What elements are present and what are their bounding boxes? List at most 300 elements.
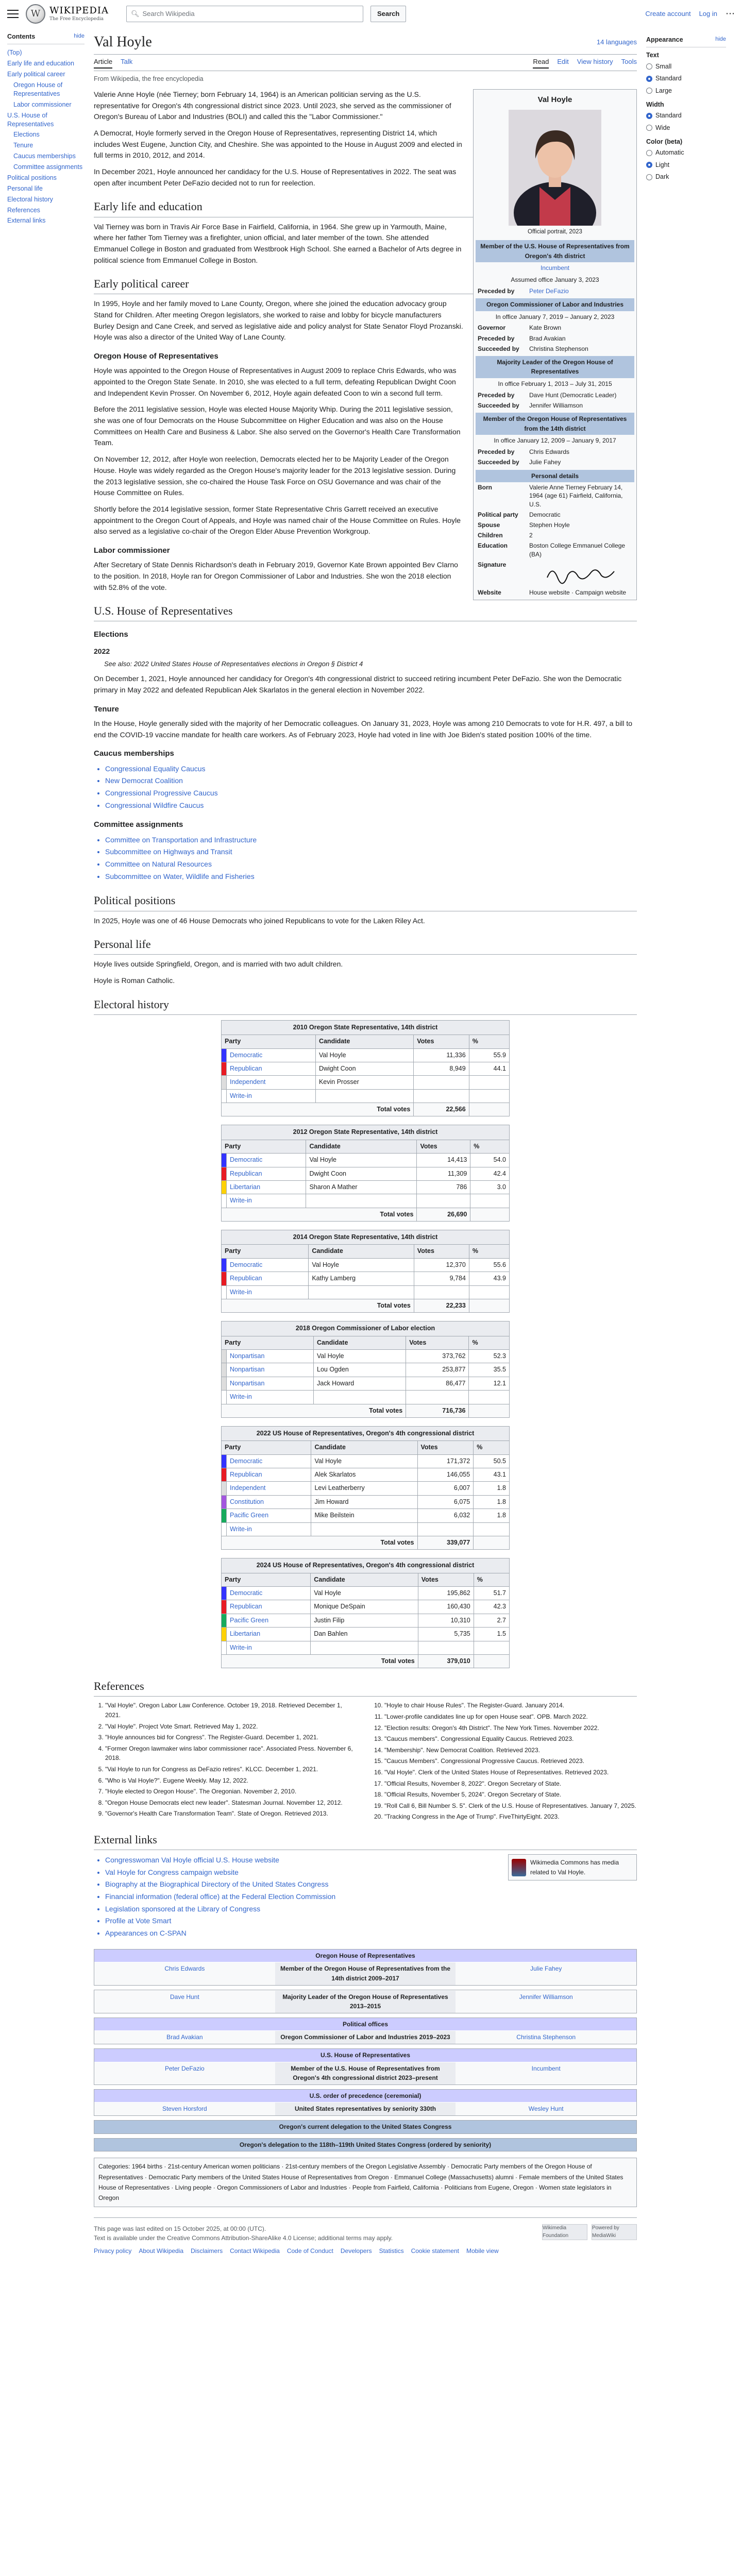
infobox-row	[476, 390, 634, 400]
option-label: Dark	[655, 173, 669, 181]
appearance-panel	[646, 28, 726, 2271]
heading-elections: Elections	[94, 630, 128, 639]
party-color-swatch	[222, 1089, 227, 1103]
table-row	[222, 1167, 510, 1180]
candidate-cell: Val Hoyle	[311, 1587, 418, 1600]
list-item[interactable]: • Val Hoyle for Congress campaign website	[105, 1867, 637, 1879]
col-votes: Votes	[417, 1441, 474, 1454]
mediawiki-badge[interactable]: Powered by MediaWiki	[592, 2224, 637, 2240]
party-cell[interactable]: Democratic	[227, 1454, 311, 1468]
footer-link[interactable]: About Wikipedia	[139, 2247, 184, 2255]
office-3-term: In office February 1, 2013 – July 31, 2015	[498, 380, 612, 388]
list-item[interactable]: • Congressional Equality Caucus	[105, 763, 637, 775]
list-item[interactable]: • Committee on Natural Resources	[105, 858, 637, 871]
toc-item[interactable]: External links	[7, 217, 46, 225]
appearance-option[interactable]	[646, 110, 726, 122]
search-icon: 🔍︎	[130, 9, 140, 18]
reference-item[interactable]: 7. "Hoyle elected to Oregon House". The Oregonian. November 2, 2010.	[105, 1787, 358, 1797]
candidate-cell: Justin Filip	[311, 1614, 418, 1627]
table-row	[222, 1048, 510, 1062]
toc-item[interactable]: Labor commissioner	[13, 100, 72, 108]
election-table	[221, 1321, 510, 1418]
list-item[interactable]: • Appearances on C-SPAN	[105, 1927, 637, 1940]
party-cell[interactable]: Write-in	[227, 1522, 311, 1536]
col-votes: Votes	[417, 1140, 470, 1153]
infobox-key: Spouse	[478, 521, 500, 529]
toc-item[interactable]: Elections	[13, 131, 40, 139]
list-item[interactable]: • Financial information (federal office) at the Federal Election Commission	[105, 1891, 637, 1903]
infobox-key: Succeeded by	[478, 459, 519, 466]
pct-cell: 1.8	[474, 1509, 510, 1522]
party-cell[interactable]: Libertarian	[227, 1180, 306, 1194]
table-row	[222, 1614, 510, 1627]
toc-item[interactable]: Electoral history	[7, 195, 53, 203]
appearance-option[interactable]	[646, 73, 726, 84]
list-item[interactable]: • Profile at Vote Smart	[105, 1915, 637, 1927]
reference-item[interactable]: 2. "Val Hoyle". Project Vote Smart. Retrieved May 1, 2022.	[105, 1722, 358, 1732]
votes-cell: 14,413	[417, 1154, 470, 1167]
party-color-swatch	[222, 1509, 227, 1522]
infobox-key: Children	[478, 532, 503, 539]
pct-cell: 52.3	[469, 1350, 510, 1363]
languages-button[interactable]: 14 languages	[596, 38, 637, 46]
toc-item[interactable]: References	[7, 206, 40, 214]
navbox-title[interactable]: Oregon's delegation to the 118th–119th United States Congress (ordered by seniority)	[94, 2139, 636, 2151]
col-party: Party	[222, 1441, 311, 1454]
col-party: Party	[222, 1336, 314, 1349]
infobox-row	[476, 400, 634, 411]
list-item[interactable]: • Congressional Wildfire Caucus	[105, 800, 637, 812]
pct-cell	[469, 1076, 509, 1089]
table-header-row	[222, 1336, 510, 1349]
footer-link[interactable]: Contact Wikipedia	[230, 2247, 280, 2255]
infobox-key: Preceded by	[478, 334, 515, 342]
toc-item[interactable]: Early life and education	[7, 60, 74, 67]
radio-icon[interactable]	[646, 150, 652, 156]
party-cell[interactable]: Republican	[227, 1167, 306, 1180]
party-color-swatch	[222, 1272, 227, 1285]
tab-tools[interactable]: Tools	[621, 58, 637, 66]
hatnote-2022: See also: 2022 United States House of Representatives elections in Oregon § District 4	[104, 660, 363, 668]
pct-cell	[469, 1391, 510, 1404]
party-color-swatch	[222, 1194, 227, 1208]
candidate-cell: Lou Ogden	[314, 1363, 406, 1377]
votes-cell	[417, 1522, 474, 1536]
appearance-option[interactable]	[646, 171, 726, 183]
party-color-swatch	[222, 1614, 227, 1627]
heading-2022: 2022	[94, 647, 110, 655]
pct-cell: 1.5	[474, 1628, 509, 1641]
reference-item[interactable]: 16. "Val Hoyle". Clerk of the United States House of Representatives. Retrieved 2023.	[384, 1768, 637, 1777]
infobox-key: Website	[478, 588, 501, 596]
total-label: Total votes	[222, 1654, 418, 1668]
commons-logo-icon	[512, 1859, 526, 1876]
party-cell[interactable]: Democratic	[227, 1154, 306, 1167]
candidate-cell	[311, 1641, 418, 1654]
votes-cell	[418, 1641, 474, 1654]
candidate-cell: Kathy Lamberg	[309, 1272, 414, 1285]
party-color-swatch	[222, 1468, 227, 1482]
party-cell[interactable]: Nonpartisan	[227, 1377, 314, 1390]
table-row	[222, 1468, 510, 1482]
candidate-cell: Mike Beilstein	[311, 1509, 417, 1522]
votes-cell: 6,075	[417, 1495, 474, 1509]
candidate-cell: Alek Skarlatos	[311, 1468, 417, 1482]
radio-icon[interactable]	[646, 174, 652, 180]
party-cell[interactable]: Independent	[227, 1482, 311, 1495]
appearance-hide-button[interactable]: hide	[715, 36, 726, 42]
footer-link[interactable]: Privacy policy	[94, 2247, 132, 2255]
election-table	[221, 1230, 510, 1313]
reference-item[interactable]: 6. "Who is Val Hoyle?". Eugene Weekly. May 12, 2022.	[105, 1776, 358, 1786]
party-color-swatch	[222, 1377, 227, 1390]
toc-item[interactable]: Committee assignments	[13, 163, 83, 171]
radio-icon[interactable]	[646, 162, 652, 168]
col-candidate: Candidate	[314, 1336, 406, 1349]
candidate-cell	[315, 1089, 413, 1103]
appearance-option[interactable]	[646, 85, 726, 97]
heading-personal-life: Personal life	[94, 936, 637, 955]
party-color-swatch	[222, 1482, 227, 1495]
search-input[interactable]	[126, 6, 363, 22]
table-row	[222, 1600, 510, 1614]
total-votes: 22,233	[414, 1299, 469, 1312]
toc-item[interactable]: Political positions	[7, 174, 57, 181]
infobox-value: Julie Fahey	[529, 459, 561, 466]
wikipedia-globe-icon: W	[26, 4, 45, 24]
party-color-swatch	[222, 1600, 227, 1614]
party-cell[interactable]: Republican	[227, 1600, 311, 1614]
text-size-label: Text	[646, 52, 659, 59]
party-color-swatch	[222, 1391, 227, 1404]
create-account-link[interactable]: Create account	[645, 9, 691, 18]
positions-text: In 2025, Hoyle was one of 46 House Democrats who joined Republicans to vote for the Laken Riley Act.	[94, 916, 425, 925]
table-row	[222, 1391, 510, 1404]
total-votes: 26,690	[417, 1208, 470, 1221]
radio-icon[interactable]	[646, 76, 652, 82]
color-label: Color (beta)	[646, 138, 683, 145]
list-item[interactable]: • Congressional Progressive Caucus	[105, 787, 637, 800]
radio-icon[interactable]	[646, 63, 652, 70]
party-cell[interactable]: Write-in	[227, 1194, 306, 1208]
reference-item[interactable]: 3. "Hoyle announces bid for Congress". The Register-Guard. December 1, 2021.	[105, 1733, 358, 1742]
footer-link[interactable]: Code of Conduct	[286, 2247, 333, 2255]
reference-item[interactable]: 17. "Official Results, November 8, 2022". Oregon Secretary of State.	[384, 1779, 637, 1789]
succession-box	[94, 2089, 637, 2116]
candidate-cell: Val Hoyle	[311, 1454, 417, 1468]
infobox-row	[476, 482, 634, 510]
table-row	[222, 1180, 510, 1194]
table-row	[222, 1285, 510, 1299]
navbox[interactable]	[94, 2120, 637, 2134]
option-label: Large	[655, 87, 672, 94]
total-label: Total votes	[222, 1208, 417, 1221]
party-cell[interactable]: Constitution	[227, 1495, 311, 1509]
party-color-swatch	[222, 1350, 227, 1363]
col-votes: Votes	[418, 1573, 474, 1586]
categories-box[interactable]: Categories: 1964 births · 21st-century American women politicians · 21st-century members of the Oregon Legislative Assembly · Democratic Party members of the Oregon House of Representatives · Democratic Party members of the United States House of Representatives from Oregon · Emmanuel College (Massachusetts) alumni · Female members of the United States House of Representatives · Living people · Oregon Commissioners of Labor and Industries · People from Fairfield, California · Politicians from Eugene, Oregon · Women state legislators in Oregon	[94, 2158, 637, 2207]
page-title: Val Hoyle	[94, 34, 152, 50]
appearance-option[interactable]	[646, 122, 726, 134]
pct-cell: 54.0	[470, 1154, 510, 1167]
col-pct: %	[469, 1245, 509, 1258]
candidate-cell: Kevin Prosser	[315, 1076, 413, 1089]
candidate-cell: Dwight Coon	[306, 1167, 417, 1180]
reference-item[interactable]: 14. "Membership". New Democrat Coalition. Retrieved 2023.	[384, 1745, 637, 1755]
votes-cell	[417, 1194, 470, 1208]
toc-item[interactable]: Personal life	[7, 184, 43, 192]
infobox-value: Kate Brown	[529, 324, 562, 332]
early-life-text: Val Tierney was born in Travis Air Force Base in Fairfield, California, in 1964. She grew up in Yarmouth, Maine, where her father Tom Tierney was a firefighter, union official, and later member of the town. She attended Emmanuel College in Boston and graduated from Westbrook High School. She earned a Bachelor of Arts degree in political science from Emmanuel College in Boston.	[94, 222, 462, 264]
radio-icon[interactable]	[646, 113, 652, 119]
footer-link[interactable]: Statistics	[379, 2247, 404, 2255]
reference-item[interactable]: 5. "Val Hoyle to run for Congress as DeFazio retires". KLCC. December 1, 2021.	[105, 1765, 358, 1774]
succession-head: Political offices	[94, 2018, 636, 2031]
infobox-value: House website · Campaign website	[529, 588, 627, 596]
succeeded-by[interactable]: Christina Stephenson	[456, 2031, 636, 2044]
party-cell[interactable]: Libertarian	[227, 1628, 311, 1641]
heading-electoral-history: Electoral history	[94, 996, 637, 1015]
col-pct: %	[470, 1140, 510, 1153]
reference-item[interactable]: 12. "Election results: Oregon's 4th District". The New York Times. November 2022.	[384, 1723, 637, 1733]
reference-item[interactable]: 8. "Oregon House Democrats elect new leader". Statesman Journal. November 12, 2012.	[105, 1798, 358, 1808]
footer-link[interactable]: Disclaimers	[191, 2247, 223, 2255]
party-cell[interactable]: Independent	[227, 1076, 316, 1089]
tab-article[interactable]: Article	[94, 57, 112, 68]
party-cell[interactable]: Nonpartisan	[227, 1350, 314, 1363]
preceded-by[interactable]: Chris Edwards	[94, 1962, 275, 1985]
party-cell[interactable]: Republican	[227, 1468, 311, 1482]
total-pct	[470, 1208, 510, 1221]
reference-item[interactable]: 9. "Governor's Health Care Transformation Team". State of Oregon. Retrieved 2013.	[105, 1809, 358, 1819]
paragraph: A Democrat, Hoyle formerly served in the Oregon House of Representatives, representing District 14, which includes West Eugene, Junction City, and Cheshire. She was appointed to the House in August 2009 and elected in full terms in 2010, 2012, and 2014.	[94, 128, 462, 160]
table-row	[222, 1628, 510, 1641]
office-1-incumbent[interactable]: Incumbent	[540, 264, 570, 272]
list-item[interactable]: • Subcommittee on Water, Wildlife and Fisheries	[105, 871, 637, 883]
wikimedia-badge[interactable]: Wikimedia Foundation	[542, 2224, 587, 2240]
preceded-by[interactable]: Brad Avakian	[94, 2031, 275, 2044]
list-item[interactable]: • Biography at the Biographical Directory of the United States Congress	[105, 1878, 637, 1891]
infobox-row	[476, 520, 634, 530]
office-title: Member of the U.S. House of Representatives from Oregon's 4th congressional district 2023–present	[275, 2062, 456, 2084]
commons-text[interactable]: Wikimedia Commons has media related to Val Hoyle.	[530, 1859, 619, 1876]
heading-labor-commissioner: Labor commissioner	[94, 546, 170, 555]
party-color-swatch	[222, 1258, 227, 1272]
infobox-value: 2	[529, 532, 533, 539]
col-pct: %	[469, 1336, 510, 1349]
toc-hide-button[interactable]: hide	[74, 33, 85, 39]
total-row	[222, 1103, 510, 1116]
reference-item[interactable]: 13. "Caucus members". Congressional Equality Caucus. Retrieved 2023.	[384, 1734, 637, 1744]
option-label: Automatic	[655, 149, 684, 157]
portrait-image[interactable]	[509, 110, 601, 226]
election-table-title: 2014 Oregon State Representative, 14th district	[221, 1230, 510, 1244]
col-candidate: Candidate	[309, 1245, 414, 1258]
list-item[interactable]: • Committee on Transportation and Infrastructure	[105, 834, 637, 846]
more-options-icon[interactable]: ⋯	[726, 8, 735, 19]
reference-item[interactable]: 19. "Roll Call 6, Bill Number S. 5". Clerk of the U.S. House of Representatives. January 7, 2025.	[384, 1801, 637, 1811]
election-table-title: 2022 US House of Representatives, Oregon's 4th congressional district	[221, 1426, 510, 1440]
footer-link[interactable]: Cookie statement	[411, 2247, 459, 2255]
votes-cell	[414, 1089, 469, 1103]
preceded-by[interactable]: Dave Hunt	[94, 1991, 275, 2013]
search-button[interactable]: Search	[370, 6, 406, 22]
preceded-by[interactable]: Steven Horsford	[94, 2103, 275, 2115]
votes-cell	[406, 1391, 469, 1404]
office-title: Member of the Oregon House of Representatives from the 14th district 2009–2017	[275, 1962, 456, 1985]
toc-title: Contents	[7, 33, 36, 40]
pct-cell: 55.9	[469, 1048, 509, 1062]
list-item[interactable]: • New Democrat Coalition	[105, 775, 637, 787]
total-votes: 716,736	[406, 1404, 469, 1417]
infobox-row	[476, 510, 634, 520]
navbox-title[interactable]: Oregon's current delegation to the United States Congress	[94, 2121, 636, 2133]
infobox-row	[476, 344, 634, 354]
toc-item[interactable]: Early political career	[7, 71, 65, 78]
total-row	[222, 1536, 510, 1549]
office-2-head: Oregon Commissioner of Labor and Industries	[476, 298, 634, 311]
pct-cell: 3.0	[470, 1180, 510, 1194]
reference-item[interactable]: 10. "Hoyle to chair House Rules". The Register-Guard. January 2014.	[384, 1701, 637, 1710]
pct-cell: 42.4	[470, 1167, 510, 1180]
party-cell[interactable]: Write-in	[227, 1089, 316, 1103]
footer-link[interactable]: Developers	[340, 2247, 372, 2255]
appearance-option[interactable]	[646, 159, 726, 171]
candidate-cell	[306, 1194, 417, 1208]
table-header-row	[222, 1245, 510, 1258]
party-cell[interactable]: Republican	[227, 1272, 309, 1285]
labor-text: After Secretary of State Dennis Richardson's death in February 2019, Governor Kate Brown appointed Bev Clarno to the position. In 2018, Hoyle ran for Oregon Commissioner of Labor and Industries. She won the 2018 election with 52.8% of the vote.	[94, 561, 458, 591]
votes-cell: 171,372	[417, 1454, 474, 1468]
party-color-swatch	[222, 1495, 227, 1509]
candidate-cell	[309, 1285, 414, 1299]
office-1-preceded-value[interactable]: Peter DeFazio	[529, 287, 569, 295]
elections-text: On December 1, 2021, Hoyle announced her candidacy for Oregon's 4th congressional district to succeed retiring incumbent Peter DeFazio. She won the Democratic primary in May 2022 and defeated Republican Alek Skarlatos in the general election in November 2022.	[94, 674, 622, 694]
reference-item[interactable]: 20. "Tracking Congress in the Age of Trump". FiveThirtyEight. 2023.	[384, 1812, 637, 1822]
appearance-option[interactable]	[646, 147, 726, 159]
tab-view-history[interactable]: View history	[577, 58, 613, 66]
col-pct: %	[474, 1441, 510, 1454]
total-votes: 379,010	[418, 1654, 474, 1668]
table-row	[222, 1377, 510, 1390]
toc-item[interactable]: Caucus memberships	[13, 152, 76, 160]
pct-cell: 1.8	[474, 1482, 510, 1495]
radio-icon[interactable]	[646, 125, 652, 131]
list-item[interactable]: • Congresswoman Val Hoyle official U.S. House website	[105, 1854, 637, 1867]
party-cell[interactable]: Nonpartisan	[227, 1363, 314, 1377]
col-party: Party	[222, 1245, 309, 1258]
wikipedia-logo[interactable]	[26, 4, 109, 24]
total-pct	[469, 1299, 509, 1312]
party-cell[interactable]: Pacific Green	[227, 1614, 311, 1627]
infobox-row	[476, 530, 634, 540]
total-pct	[469, 1404, 510, 1417]
table-header-row	[222, 1140, 510, 1153]
party-cell[interactable]: Democratic	[227, 1587, 311, 1600]
party-color-swatch	[222, 1154, 227, 1167]
infobox-key: Governor	[478, 324, 506, 332]
main-menu-icon[interactable]	[7, 10, 19, 18]
succession-box	[94, 1949, 637, 1986]
list-item[interactable]: • Legislation sponsored at the Library of Congress	[105, 1903, 637, 1916]
party-color-swatch	[222, 1454, 227, 1468]
reference-item[interactable]: 4. "Former Oregon lawmaker wins labor commissioner race". Associated Press. November 6, 2018.	[105, 1744, 358, 1763]
list-item[interactable]: • Subcommittee on Highways and Transit	[105, 846, 637, 858]
tab-edit[interactable]: Edit	[557, 58, 569, 66]
navbox[interactable]	[94, 2138, 637, 2152]
candidate-cell: Dan Bahlen	[311, 1628, 418, 1641]
party-cell[interactable]: Write-in	[227, 1641, 311, 1654]
radio-icon[interactable]	[646, 88, 652, 94]
party-cell[interactable]: Pacific Green	[227, 1509, 311, 1522]
party-cell[interactable]: Republican	[227, 1062, 316, 1075]
reference-item[interactable]: 1. "Val Hoyle". Oregon Labor Law Conference. October 19, 2018. Retrieved December 1, 2021.	[105, 1701, 358, 1720]
table-row	[222, 1076, 510, 1089]
footer-link[interactable]: Mobile view	[466, 2247, 499, 2255]
candidate-cell: Val Hoyle	[309, 1258, 414, 1272]
option-label: Standard	[655, 75, 682, 82]
party-cell[interactable]: Democratic	[227, 1258, 309, 1272]
pct-cell: 12.1	[469, 1377, 510, 1390]
total-label: Total votes	[222, 1404, 406, 1417]
reference-item[interactable]: 15. "Caucus Members". Congressional Progressive Caucus. Retrieved 2023.	[384, 1756, 637, 1766]
toc-item[interactable]: (Top)	[7, 49, 22, 57]
appearance-option[interactable]	[646, 61, 726, 73]
succeeded-by[interactable]: Wesley Hunt	[456, 2103, 636, 2115]
tab-read[interactable]: Read	[533, 57, 549, 68]
succeeded-by[interactable]: Julie Fahey	[456, 1962, 636, 1985]
party-cell[interactable]: Democratic	[227, 1048, 316, 1062]
party-color-swatch	[222, 1628, 227, 1641]
reference-item[interactable]: 11. "Lower-profile candidates line up for open House seat". OPB. March 2022.	[384, 1712, 637, 1722]
table-row	[222, 1062, 510, 1075]
heading-positions: Political positions	[94, 892, 637, 911]
party-cell[interactable]: Write-in	[227, 1391, 314, 1404]
pct-cell: 51.7	[474, 1587, 509, 1600]
toc-item[interactable]: Tenure	[13, 142, 33, 149]
table-row	[222, 1089, 510, 1103]
votes-cell: 11,336	[414, 1048, 469, 1062]
log-in-link[interactable]: Log in	[699, 9, 717, 18]
total-votes: 22,566	[414, 1103, 469, 1116]
votes-cell: 6,032	[417, 1509, 474, 1522]
election-table	[221, 1125, 510, 1222]
tab-talk[interactable]: Talk	[121, 58, 133, 66]
total-label: Total votes	[222, 1536, 418, 1549]
reference-item[interactable]: 18. "Official Results, November 5, 2024". Oregon Secretary of State.	[384, 1790, 637, 1800]
candidate-cell: Monique DeSpain	[311, 1600, 418, 1614]
succeeded-by[interactable]: Incumbent	[456, 2062, 636, 2084]
succession-row	[94, 2062, 636, 2084]
total-label: Total votes	[222, 1103, 414, 1116]
candidate-cell: Sharon A Mather	[306, 1180, 417, 1194]
succeeded-by[interactable]: Jennifer Williamson	[456, 1991, 636, 2013]
toc-item[interactable]: U.S. House of Representatives	[7, 111, 54, 128]
last-edited: This page was last edited on 15 October 2025, at 00:00 (UTC).	[94, 2225, 266, 2232]
votes-cell: 9,784	[414, 1272, 469, 1285]
votes-cell: 10,310	[418, 1614, 474, 1627]
search-placeholder: Search Wikipedia	[142, 9, 195, 18]
party-cell[interactable]: Write-in	[227, 1285, 309, 1299]
article-main	[85, 28, 646, 2271]
toc-item[interactable]: Oregon House of Representatives	[13, 81, 63, 97]
preceded-by[interactable]: Peter DeFazio	[94, 2062, 275, 2084]
table-row	[222, 1350, 510, 1363]
paragraph: Before the 2011 legislative session, Hoyle was elected House Majority Whip. During the 2011 legislative session, she was one of four Democrats on the House Subcommittee on Higher Education and was also on the House Committees on Health Care and Business & Labor. She also served on the Governor's Health Care Transformation Team.	[94, 405, 461, 447]
candidate-cell: Val Hoyle	[314, 1350, 406, 1363]
votes-cell: 253,877	[406, 1363, 469, 1377]
infobox-key: Succeeded by	[478, 402, 519, 410]
